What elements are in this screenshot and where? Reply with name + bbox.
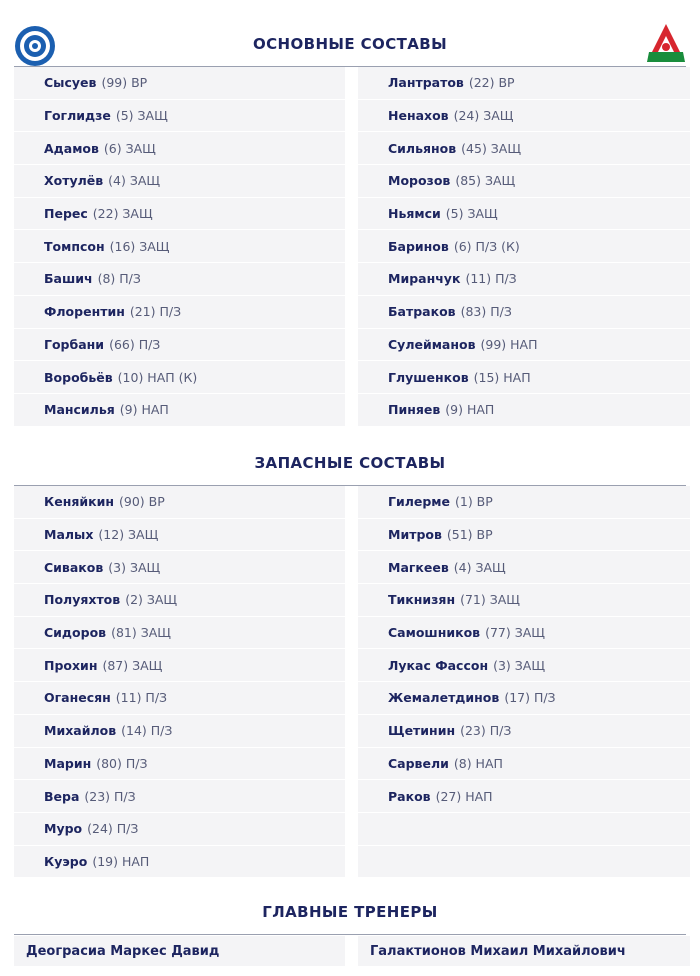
player-name: Полуяхтов (44, 592, 121, 608)
player-number-position: (10) НАП (К) (117, 369, 198, 385)
player-row (358, 584, 690, 617)
player-row (14, 649, 345, 682)
starting-lineups-title: ОСНОВНЫЕ СОСТАВЫ (252, 35, 448, 53)
player-name: Флорентин (44, 304, 125, 320)
player-number-position: (21) П/З (129, 304, 182, 320)
player-number-position: (6) ЗАЩ (103, 140, 156, 156)
player-row (358, 100, 690, 133)
player-name: Ньямси (388, 206, 441, 222)
player-row (14, 780, 345, 813)
player-number-position: (3) ЗАЩ (493, 657, 546, 673)
player-name: Митров (388, 527, 442, 543)
player-name: Горбани (44, 336, 105, 352)
player-row (358, 780, 690, 813)
starting-lineups (14, 67, 690, 427)
player-name: Адамов (44, 140, 99, 156)
player-row (358, 132, 690, 165)
player-number-position: (6) П/З (К) (453, 238, 520, 254)
player-number-position: (5) ЗАЩ (445, 206, 498, 222)
player-name: Перес (44, 206, 88, 222)
player-name: Оганесян (44, 690, 111, 706)
player-number-position: (9) НАП (445, 402, 495, 418)
player-row (358, 263, 690, 296)
player-number-position: (17) П/З (504, 690, 556, 706)
player-name: Воробьёв (44, 369, 113, 385)
player-row (358, 748, 690, 781)
away-subs-list (358, 486, 690, 878)
player-number-position: (4) ЗАЩ (453, 559, 506, 575)
player-row (14, 394, 345, 427)
player-name: Лукас Фассон (388, 657, 489, 673)
player-row (14, 682, 345, 715)
player-row (14, 519, 345, 552)
player-name: Марин (44, 755, 92, 771)
player-name: Мансилья (44, 402, 115, 418)
player-name: Башич (44, 271, 93, 287)
subs-title: ЗАПАСНЫЕ СОСТАВЫ (254, 454, 446, 472)
player-number-position: (24) П/З (87, 821, 139, 837)
player-row (358, 551, 690, 584)
player-number-position: (15) НАП (473, 369, 531, 385)
player-row (358, 296, 690, 329)
player-number-position: (80) П/З (96, 755, 148, 771)
player-row (14, 67, 345, 100)
home-subs-list (14, 486, 345, 878)
player-name: Сулейманов (388, 336, 476, 352)
player-row (14, 748, 345, 781)
player-name: Лантратов (388, 75, 464, 91)
player-row (14, 296, 345, 329)
player-name: Прохин (44, 657, 98, 673)
player-name: Малых (44, 527, 94, 543)
player-row (358, 813, 690, 846)
player-name: Баринов (388, 238, 449, 254)
player-number-position: (22) ЗАЩ (92, 206, 153, 222)
player-name: Миранчук (388, 271, 461, 287)
player-number-position: (87) ЗАЩ (102, 657, 163, 673)
player-row (358, 230, 690, 263)
player-row (358, 329, 690, 362)
player-name: Сиваков (44, 559, 104, 575)
player-name: Кеняйкин (44, 494, 114, 510)
player-name: Вера (44, 788, 80, 804)
player-name: Глушенков (388, 369, 469, 385)
player-number-position: (8) НАП (453, 755, 503, 771)
player-row (14, 846, 345, 879)
player-row (358, 846, 690, 879)
player-number-position: (45) ЗАЩ (461, 140, 522, 156)
player-name: Ненахов (388, 108, 449, 124)
player-number-position: (22) ВР (468, 75, 515, 91)
player-number-position: (24) ЗАЩ (453, 108, 514, 124)
player-number-position: (66) П/З (109, 336, 161, 352)
player-name: Хотулёв (44, 173, 104, 189)
player-row (14, 230, 345, 263)
player-name: Томпсон (44, 238, 105, 254)
player-row (14, 551, 345, 584)
player-row (14, 715, 345, 748)
player-row (14, 486, 345, 519)
home-coach: Деограсиа Маркес Давид (14, 936, 345, 966)
player-row (14, 100, 345, 133)
player-number-position: (23) П/З (84, 788, 136, 804)
coaches-title: ГЛАВНЫЕ ТРЕНЕРЫ (262, 903, 438, 921)
player-row (358, 682, 690, 715)
player-name: Куэро (44, 853, 88, 869)
player-row (358, 67, 690, 100)
player-name: Сидоров (44, 625, 107, 641)
player-name: Сысуев (44, 75, 97, 91)
player-name: Сарвели (388, 755, 449, 771)
player-number-position: (90) ВР (119, 494, 165, 510)
player-row (14, 361, 345, 394)
player-number-position: (71) ЗАЩ (460, 592, 520, 608)
player-number-position: (12) ЗАЩ (98, 527, 159, 543)
player-number-position: (1) ВР (455, 494, 493, 510)
player-row (14, 584, 345, 617)
player-name: Гоглидзе (44, 108, 111, 124)
player-row (358, 198, 690, 231)
player-number-position: (23) П/З (460, 723, 512, 739)
home-starting-list (14, 67, 345, 427)
player-number-position: (51) ВР (446, 527, 493, 543)
player-row (358, 394, 690, 427)
player-number-position: (99) ВР (101, 75, 148, 91)
player-row (358, 165, 690, 198)
player-name: Магкеев (388, 559, 449, 575)
player-row (14, 198, 345, 231)
coaches-divider (14, 934, 686, 935)
player-row (14, 132, 345, 165)
player-number-position: (3) ЗАЩ (108, 559, 161, 575)
player-name: Жемалетдинов (388, 690, 500, 706)
player-number-position: (4) ЗАЩ (108, 173, 161, 189)
player-row (358, 486, 690, 519)
substitutes (14, 486, 690, 878)
player-row (14, 813, 345, 846)
player-name: Михайлов (44, 723, 117, 739)
player-row (14, 165, 345, 198)
away-starting-list (358, 67, 690, 427)
player-name: Самошников (388, 625, 481, 641)
player-name: Морозов (388, 173, 451, 189)
player-number-position: (27) НАП (435, 788, 493, 804)
player-number-position: (2) ЗАЩ (125, 592, 178, 608)
player-name: Муро (44, 821, 83, 837)
player-number-position: (11) П/З (115, 690, 168, 706)
player-number-position: (85) ЗАЩ (455, 173, 516, 189)
player-name: Тикнизян (388, 592, 456, 608)
player-number-position: (5) ЗАЩ (115, 108, 168, 124)
player-row (358, 519, 690, 552)
player-number-position: (99) НАП (480, 336, 538, 352)
player-name: Гилерме (388, 494, 450, 510)
player-number-position: (8) П/З (97, 271, 141, 287)
player-name: Раков (388, 788, 431, 804)
player-row (358, 617, 690, 650)
player-name: Щетинин (388, 723, 456, 739)
player-row (358, 361, 690, 394)
player-name: Сильянов (388, 140, 457, 156)
player-number-position: (83) П/З (460, 304, 512, 320)
player-number-position: (77) ЗАЩ (485, 625, 545, 641)
player-number-position: (16) ЗАЩ (109, 238, 170, 254)
player-number-position: (81) ЗАЩ (111, 625, 171, 641)
player-row (358, 715, 690, 748)
player-row (14, 263, 345, 296)
player-number-position: (14) П/З (121, 723, 173, 739)
player-row (14, 329, 345, 362)
player-number-position: (19) НАП (92, 853, 150, 869)
player-name: Батраков (388, 304, 456, 320)
away-coach: Галактионов Михаил Михайлович (358, 936, 690, 966)
player-number-position: (9) НАП (119, 402, 169, 418)
player-row (14, 617, 345, 650)
player-name: Пиняев (388, 402, 441, 418)
player-number-position: (11) П/З (465, 271, 517, 287)
coaches (14, 936, 690, 966)
player-row (358, 649, 690, 682)
